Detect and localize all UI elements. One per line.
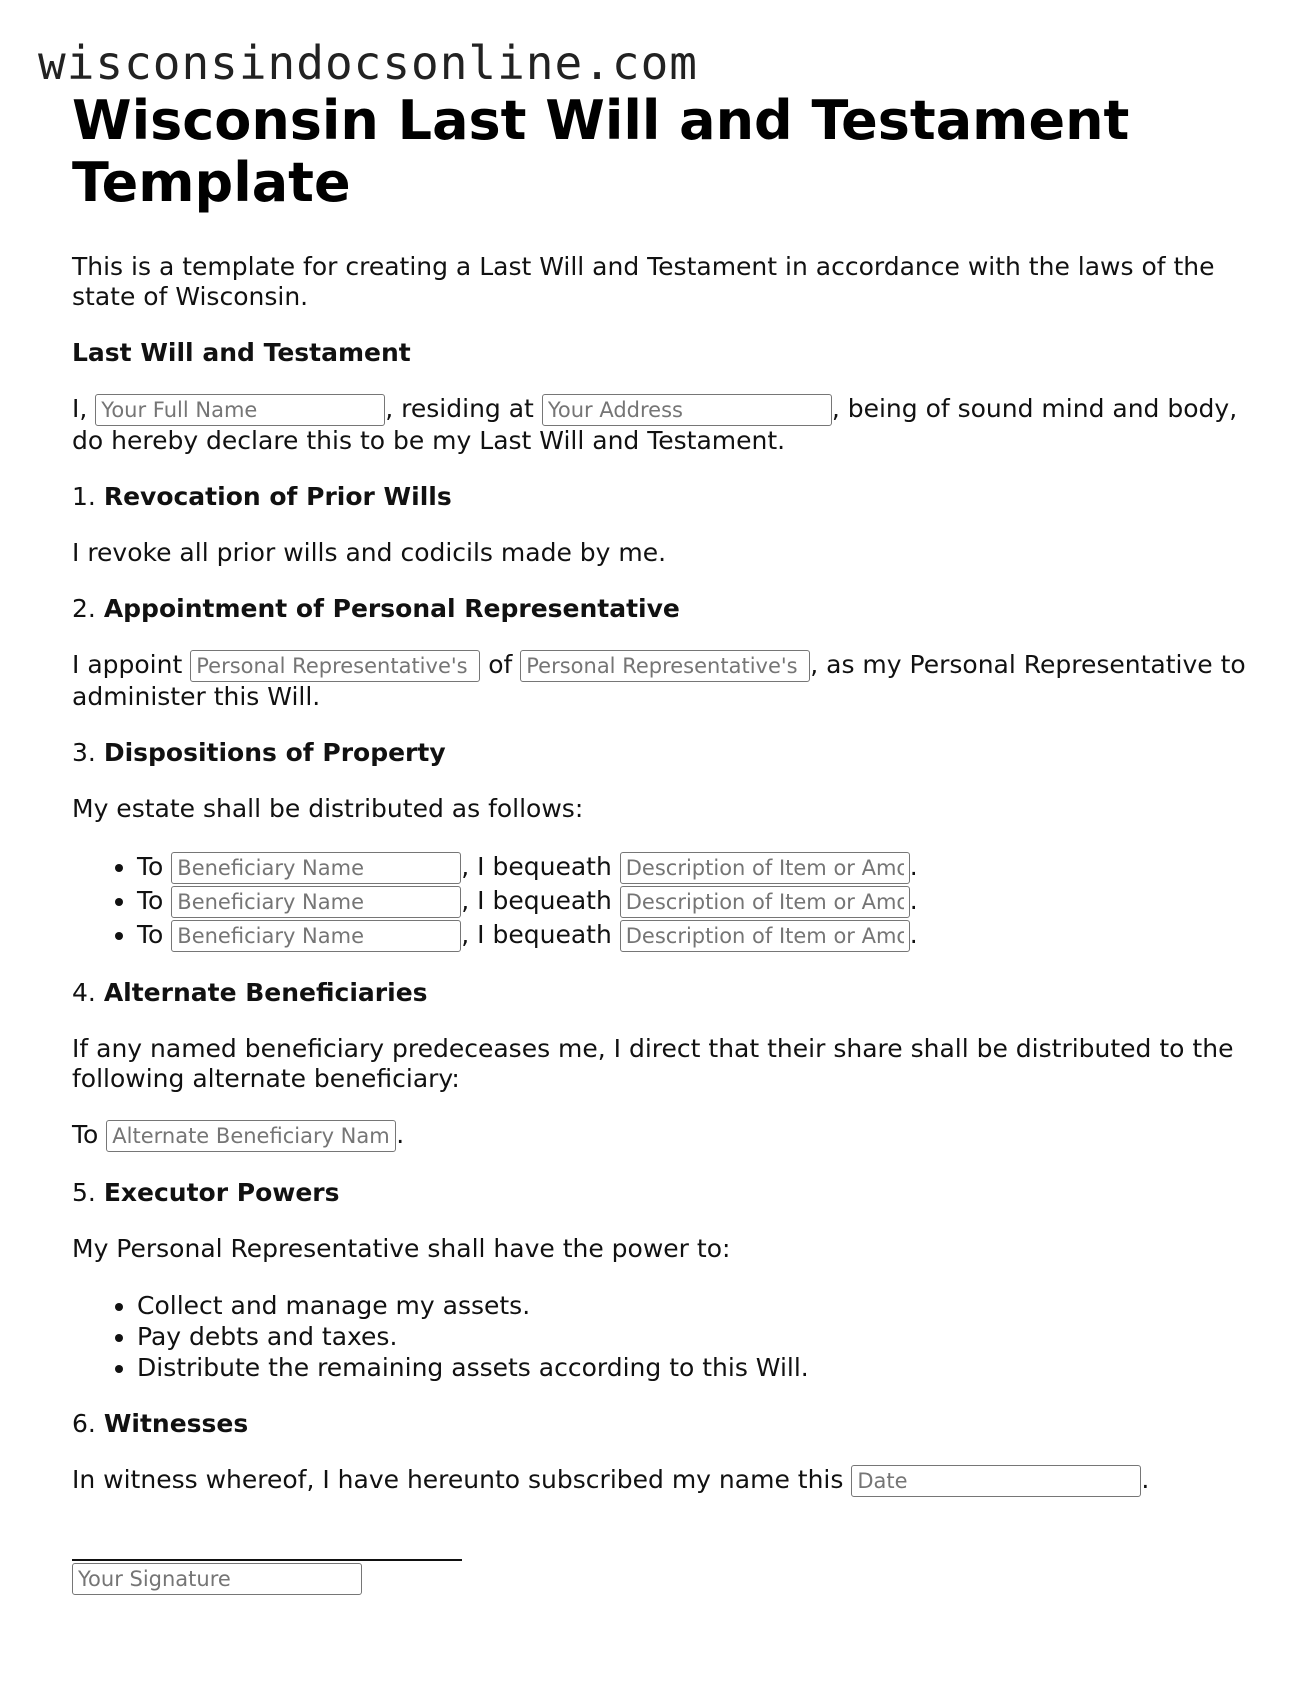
beneficiary-name-input[interactable] <box>171 920 461 952</box>
powers-list <box>72 1290 1252 1383</box>
bequest-item: • To Beneficiary Name , I bequeath Description of Item or Amount . <box>137 850 1252 884</box>
beneficiary-name-input[interactable] <box>171 852 461 884</box>
bequest-description-input[interactable] <box>620 886 910 918</box>
site-watermark: wisconsindocsonline.com <box>38 36 698 90</box>
list-item: • Pay debts and taxes. <box>137 1321 1252 1352</box>
section-1-heading: 1. Revocation of Prior Wills <box>72 482 452 511</box>
section-5-heading: 5. Executor Powers <box>72 1178 340 1207</box>
list-item: • Distribute the remaining assets according to this Will. <box>137 1352 1252 1383</box>
section-4-heading: 4. Alternate Beneficiaries <box>72 978 428 1007</box>
representative-name-input[interactable] <box>190 650 480 682</box>
signature-line <box>72 1523 462 1561</box>
revocation-text: I revoke all prior wills and codicils made by me. <box>72 538 667 567</box>
alternate-text: If any named beneficiary predeceases me, I direct that their share shall be distributed to the following alternate beneficiary: <box>72 1034 1234 1093</box>
address-input[interactable] <box>542 394 832 426</box>
date-input[interactable] <box>851 1465 1141 1497</box>
beneficiary-name-input[interactable] <box>171 886 461 918</box>
witness-paragraph: In witness whereof, I have hereunto subscribed my name this Date . <box>72 1465 1252 1497</box>
powers-text: My Personal Representative shall have the power to: <box>72 1234 731 1263</box>
bequest-list <box>72 850 1252 952</box>
intro-paragraph: This is a template for creating a Last Will and Testament in accordance with the laws of the state of Wisconsin. <box>72 252 1215 311</box>
signature-input[interactable] <box>72 1563 362 1595</box>
document-heading: Last Will and Testament <box>72 338 411 367</box>
bequest-item: • To Beneficiary Name , I bequeath Description of Item or Amount . <box>137 918 1252 952</box>
appointment-paragraph: I appoint Personal Representative's of Personal Representative's , as my Personal Representative to administer this Will. <box>72 650 1252 712</box>
alternate-beneficiary-input[interactable] <box>106 1120 396 1152</box>
page-title: Wisconsin Last Will and Testament Template <box>72 89 1130 214</box>
section-6-heading: 6. Witnesses <box>72 1409 249 1438</box>
dispositions-text: My estate shall be distributed as follows: <box>72 794 584 823</box>
section-3-heading: 3. Dispositions of Property <box>72 738 446 767</box>
bequest-item: • To Beneficiary Name , I bequeath Description of Item or Amount . <box>137 884 1252 918</box>
section-2-heading: 2. Appointment of Personal Representative <box>72 594 680 623</box>
bequest-description-input[interactable] <box>620 852 910 884</box>
alternate-line: To Alternate Beneficiary Name . <box>72 1120 1252 1152</box>
declaration-paragraph: I, Your Full Name , residing at Your Address , being of sound mind and body, do hereby declare this to be my Last Will and Testament. <box>72 394 1252 456</box>
list-item: • Collect and manage my assets. <box>137 1290 1252 1321</box>
bequest-description-input[interactable] <box>620 920 910 952</box>
document-page <box>72 90 1252 1595</box>
full-name-input[interactable] <box>95 394 385 426</box>
representative-address-input[interactable] <box>520 650 810 682</box>
